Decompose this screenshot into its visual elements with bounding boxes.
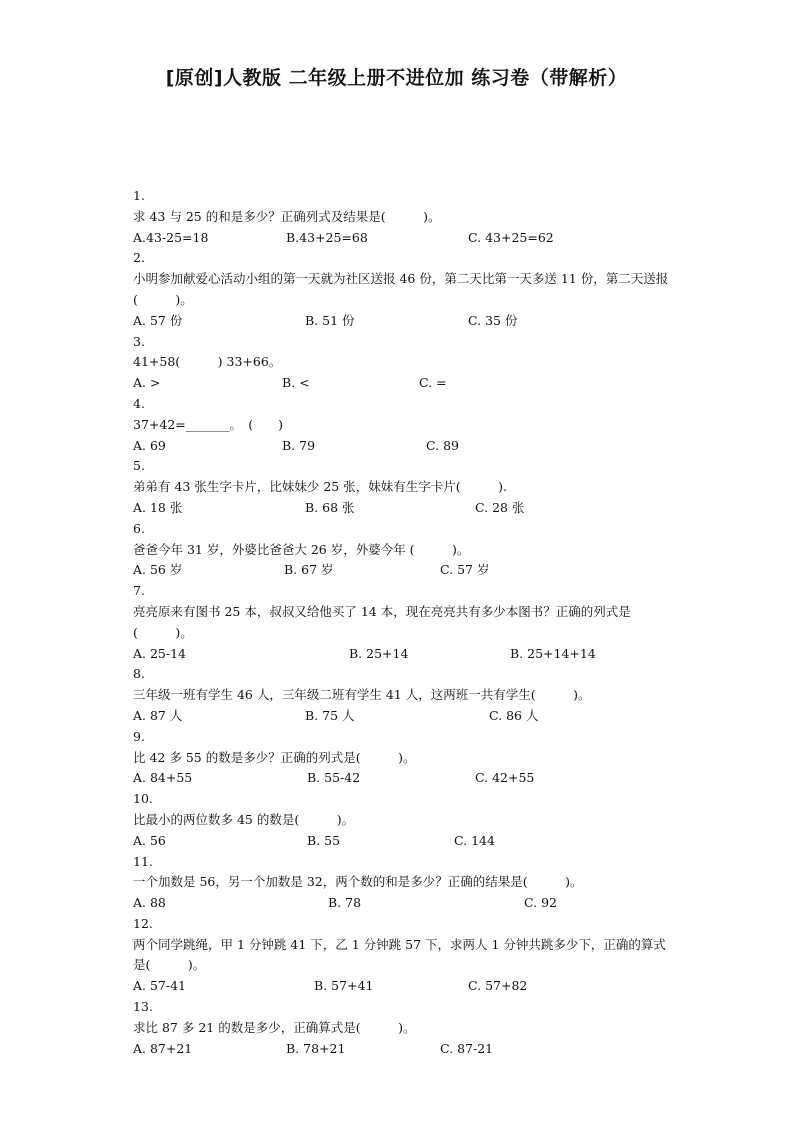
question-text: 41+58( ) 33+66。 — [133, 354, 282, 370]
question-text: 求比 87 多 21 的数是多少，正确算式是( )。 — [133, 1019, 416, 1035]
option-b: B. 75 人 — [305, 707, 355, 723]
question-number: 8. — [133, 666, 145, 682]
option-a: A. 87+21 — [133, 1040, 193, 1056]
option-b: B. 51 份 — [305, 312, 355, 328]
question-text: 比 42 多 55 的数是多少？正确的列式是( )。 — [133, 749, 416, 765]
option-a: A. 56 — [133, 832, 166, 848]
question-number: 13. — [133, 999, 153, 1015]
option-c: C. 87-21 — [440, 1040, 494, 1056]
option-row — [133, 436, 673, 457]
question-11 — [133, 852, 673, 914]
option-c: C. 57 岁 — [440, 562, 490, 578]
question-text: 爸爸今年 31 岁，外婆比爸爸大 26 岁，外婆今年 ( )。 — [133, 541, 470, 557]
option-a: A. 57 份 — [133, 312, 183, 328]
question-list — [133, 186, 673, 1059]
option-b: B. 25+14 — [349, 645, 409, 661]
question-number: 7. — [133, 583, 145, 599]
option-row — [133, 311, 673, 332]
question-number: 1. — [133, 188, 145, 203]
option-b: B. < — [282, 375, 310, 391]
option-c: C. 42+55 — [475, 770, 535, 786]
question-12 — [133, 914, 673, 997]
question-3 — [133, 332, 673, 394]
question-1 — [133, 186, 673, 248]
option-c: C. 92 — [524, 895, 557, 911]
question-text: 亮亮原来有图书 25 本，叔叔又给他买了 14 本，现在亮亮共有多少本图书？正确的列式是( )。 — [133, 603, 631, 640]
option-a: A.43-25=18 — [133, 229, 209, 245]
question-7 — [133, 581, 673, 664]
option-row — [133, 228, 673, 249]
option-c: C. 144 — [454, 832, 495, 848]
question-6 — [133, 519, 673, 581]
question-text: 比最小的两位数多 45 的数是( )。 — [133, 811, 355, 827]
option-b: B. 55 — [307, 832, 341, 848]
option-row — [133, 706, 673, 727]
question-text: 弟弟有 43 张生字卡片，比妹妹少 25 张，妹妹有生字卡片( ). — [133, 479, 507, 495]
question-9 — [133, 727, 673, 789]
option-b: B. 68 张 — [305, 499, 355, 515]
option-row — [133, 373, 673, 394]
question-8 — [133, 664, 673, 726]
question-text: 三年级一班有学生 46 人，三年级二班有学生 41 人，这两班一共有学生( )。 — [133, 687, 591, 703]
option-b: B. 79 — [282, 437, 316, 453]
question-text: 求 43 与 25 的和是多少？正确列式及结果是( )。 — [133, 208, 441, 224]
question-number: 4. — [133, 395, 145, 411]
option-b: B. 57+41 — [314, 978, 374, 994]
option-b: B. 67 岁 — [284, 562, 334, 578]
option-row — [133, 560, 673, 581]
question-number: 11. — [133, 853, 153, 869]
question-number: 10. — [133, 791, 153, 807]
option-a: A. 88 — [133, 895, 166, 911]
question-text: 一个加数是 56，另一个加数是 32，两个数的和是多少？正确的结果是( )。 — [133, 874, 583, 890]
option-a: A. 18 张 — [133, 499, 183, 515]
question-text: 37+42=_______。 ( ) — [133, 416, 284, 432]
question-number: 5. — [133, 458, 145, 474]
option-row — [133, 768, 673, 789]
question-number: 6. — [133, 520, 145, 536]
question-5 — [133, 456, 673, 518]
question-13 — [133, 997, 673, 1059]
question-text: 小明参加献爱心活动小组的第一天就为社区送报 46 份，第二天比第一天多送 11 份，第二天送报( )。 — [133, 271, 669, 307]
option-a: A. 69 — [133, 437, 166, 453]
option-a: A. > — [133, 375, 161, 391]
option-row — [133, 1039, 673, 1060]
option-row — [133, 893, 673, 914]
option-c: C. 57+82 — [468, 978, 528, 994]
option-b: B. 55-42 — [307, 770, 361, 786]
option-c: C. 86 人 — [489, 707, 539, 723]
option-a: A. 25-14 — [133, 645, 187, 661]
option-c: C. 28 张 — [475, 499, 525, 515]
question-2 — [133, 248, 673, 331]
option-a: A. 56 岁 — [133, 562, 183, 578]
option-b: B. 78+21 — [286, 1040, 346, 1056]
option-c: C. 89 — [426, 437, 459, 453]
option-c: C. 35 份 — [468, 312, 518, 328]
question-number: 2. — [133, 250, 145, 266]
option-row — [133, 976, 673, 997]
option-b: B. 78 — [328, 895, 362, 911]
option-row — [133, 498, 673, 519]
option-c: C. = — [419, 375, 447, 391]
option-a: A. 57-41 — [133, 978, 187, 994]
question-number: 12. — [133, 915, 153, 931]
option-b: B.43+25=68 — [286, 229, 368, 245]
option-c: C. 43+25=62 — [468, 229, 554, 245]
question-10 — [133, 789, 673, 851]
option-a: A. 84+55 — [133, 770, 193, 786]
question-number: 3. — [133, 333, 145, 349]
option-c: B. 25+14+14 — [510, 645, 596, 661]
document-title: [原创]人教版 二年级上册不进位加 练习卷（带解析） — [165, 67, 628, 89]
question-number: 9. — [133, 728, 145, 744]
option-a: A. 87 人 — [133, 707, 183, 723]
question-4 — [133, 394, 673, 456]
option-row — [133, 831, 673, 852]
question-text: 两个同学跳绳，甲 1 分钟跳 41 下，乙 1 分钟跳 57 下，求两人 1 分钟共跳多少下，正确的算式是( )。 — [133, 936, 666, 973]
option-row — [133, 644, 673, 665]
